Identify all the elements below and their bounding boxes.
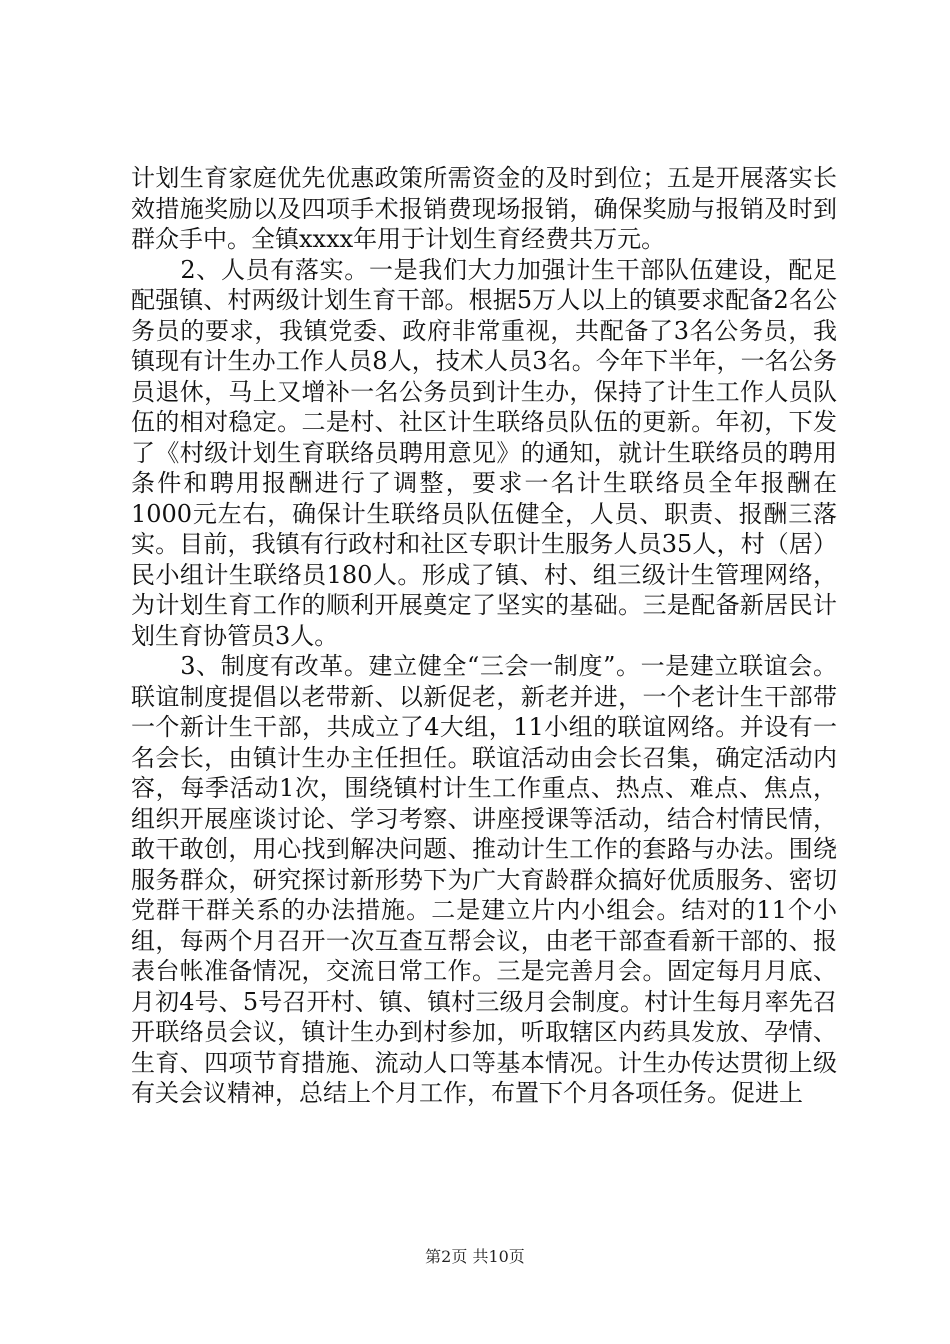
paragraph-2: 2、人员有落实。一是我们大力加强计生干部队伍建设，配足配强镇、村两级计划生育干部。根据5万人以上的镇要求配备2名公务员的要求，我镇党委、政府非常重视，共配备了3名公务员，我镇现有计生办工作人员8人，技术人员3名。今年下半年，一名公务员退休，马上又增补一名公务员到计生办，保持了计生工作人员队伍的相对稳定。二是村、社区计生联络员队伍的更新。年初，下发了《村级计划生育联络员聘用意见》的通知，就计生联络员的聘用条件和聘用报酬进行了调整，要求一名计生联络员全年报酬在1000元左右，确保计生联络员队伍健全，人员、职责、报酬三落实。目前，我镇有行政村和社区专职计生服务人员35人，村（居）民小组计生联络员180人。形成了镇、村、组三级计生管理网络，为计划生育工作的顺利开展奠定了坚实的基础。三是配备新居民计划生育协管员3人。 bbox=[131, 255, 837, 650]
paragraph-3: 3、制度有改革。建立健全“三会一制度”。一是建立联谊会。联谊制度提倡以老带新、以新促老，新老并进，一个老计生干部带一个新计生干部，共成立了4大组，11小组的联谊网络。并设有一名会长，由镇计生办主任担任。联谊活动由会长召集，确定活动内容，每季活动1次，围绕镇村计生工作重点、热点、难点、焦点，组织开展座谈讨论、学习考察、讲座授课等活动，结合村情民情，敢干敢创，用心找到解决问题、推动计生工作的套路与办法。围绕服务群众，研究探讨新形势下为广大育龄群众搞好优质服务、密切党群干群关系的办法措施。二是建立片内小组会。结对的11个小组，每两个月召开一次互查互帮会议，由老干部查看新干部的、报表台帐准备情况，交流日常工作。三是完善月会。固定每月月底、月初4号、5号召开村、镇、镇村三级月会制度。村计生每月率先召开联络员会议，镇计生办到村参加，听取辖区内药具发放、孕情、生育、四项节育措施、流动人口等基本情况。计生办传达贯彻上级有关会议精神，总结上个月工作，布置下个月各项任务。促进上 bbox=[131, 652, 837, 1107]
body-text bbox=[131, 163, 837, 1109]
paragraph-1: 计划生育家庭优先优惠政策所需资金的及时到位；五是开展落实长效措施奖励以及四项手术报销费现场报销，确保奖励与报销及时到群众手中。全镇xxxx年用于计划生育经费共万元。 bbox=[131, 164, 837, 253]
page-footer: 第2页 共10页 bbox=[425, 1247, 525, 1266]
